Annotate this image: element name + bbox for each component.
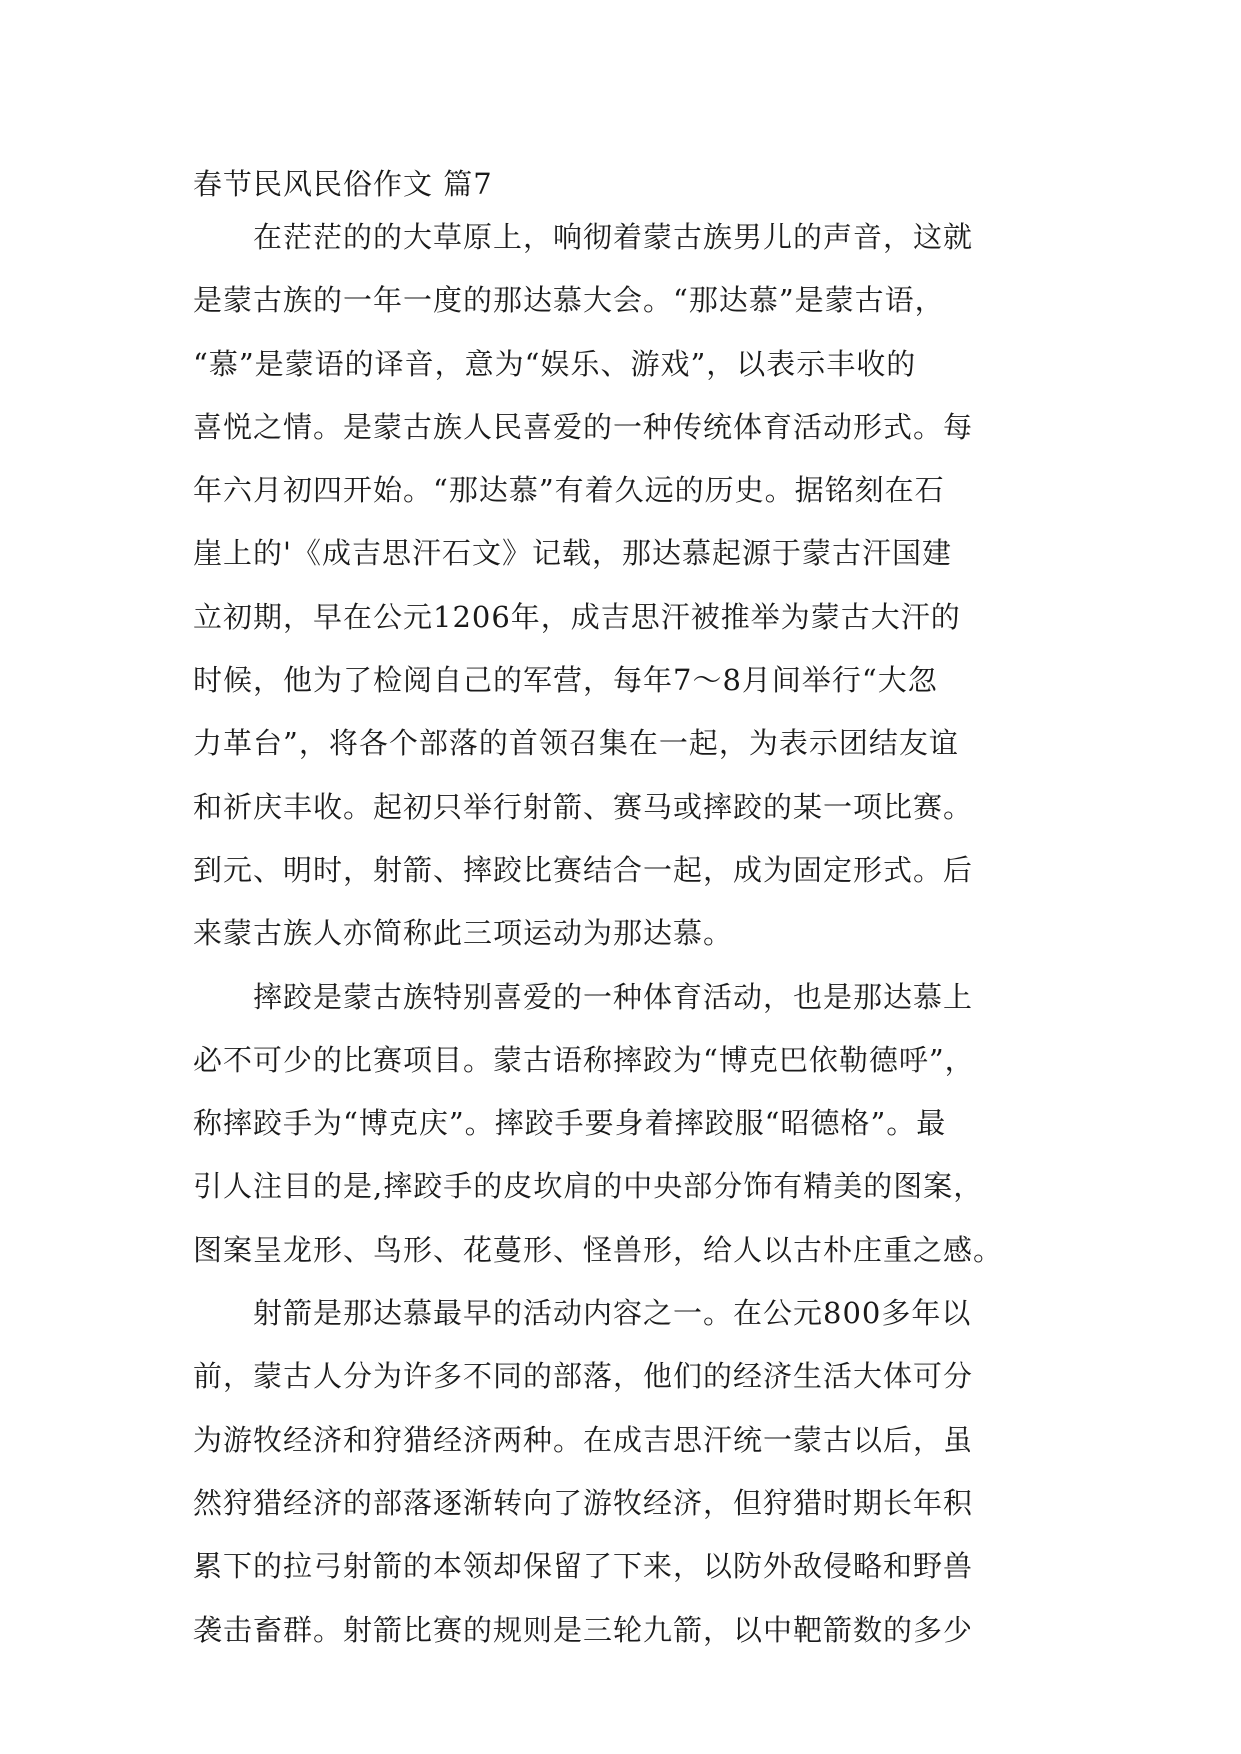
- text-line: 力革台”，将各个部落的首领召集在一起，为表示团结友谊: [193, 726, 959, 761]
- text-line: 立初期，早在公元1206年，成吉思汗被推举为蒙古大汗的: [193, 599, 961, 634]
- text-line: 喜悦之情。是蒙古族人民喜爱的一种传统体育活动形式。每: [193, 409, 974, 444]
- essay-title: 春节民风民俗作文 篇7: [193, 167, 493, 201]
- text-line: 到元、明时，射箭、摔跤比赛结合一起，成为固定形式。后: [193, 852, 974, 887]
- text-line: 累下的拉弓射箭的本领却保留了下来，以防外敌侵略和野兽: [193, 1549, 974, 1584]
- text-line: 崖上的'《成吉思汗石文》记载，那达慕起源于蒙古汗国建: [193, 536, 952, 571]
- text-line: 年六月初四开始。“那达慕”有着久远的历史。据铭刻在石: [193, 473, 945, 508]
- text-line: 前，蒙古人分为许多不同的部落，他们的经济生活大体可分: [193, 1359, 974, 1394]
- text-line: 和祈庆丰收。起初只举行射箭、赛马或摔跤的某一项比赛。: [193, 789, 974, 824]
- essay-lines: [193, 206, 1073, 1662]
- text-line: 射箭是那达慕最早的活动内容之一。在公元800多年以: [193, 1296, 972, 1331]
- text-line: 为游牧经济和狩猎经济两种。在成吉思汗统一蒙古以后，虽: [193, 1422, 974, 1457]
- text-line: 图案呈龙形、鸟形、花蔓形、怪兽形，给人以古朴庄重之感。: [193, 1232, 1004, 1267]
- text-line: 摔跤是蒙古族特别喜爱的一种体育活动，也是那达慕上: [193, 979, 974, 1014]
- text-line: 时候，他为了检阅自己的军营，每年7～8月间举行“大忽: [193, 663, 938, 698]
- text-line: 称摔跤手为“博克庆”。摔跤手要身着摔跤服“昭德格”。最: [193, 1106, 947, 1141]
- text-line: “慕”是蒙语的译音，意为“娱乐、游戏”，以表示丰收的: [193, 346, 917, 381]
- text-line: 来蒙古族人亦简称此三项运动为那达慕。: [193, 916, 734, 951]
- text-line: 必不可少的比赛项目。蒙古语称摔跤为“博克巴依勒德呼”，: [193, 1042, 975, 1077]
- text-line: 袭击畜群。射箭比赛的规则是三轮九箭，以中靶箭数的多少: [193, 1612, 974, 1647]
- text-line: 引人注目的是,摔跤手的皮坎肩的中央部分饰有精美的图案，: [193, 1169, 984, 1204]
- essay-body: [193, 163, 1073, 1662]
- text-line: 在茫茫的的大草原上，响彻着蒙古族男儿的声音，这就: [193, 220, 974, 254]
- text-line: 然狩猎经济的部落逐渐转向了游牧经济，但狩猎时期长年积: [193, 1485, 974, 1520]
- text-line: 是蒙古族的一年一度的那达慕大会。“那达慕”是蒙古语，: [193, 283, 945, 318]
